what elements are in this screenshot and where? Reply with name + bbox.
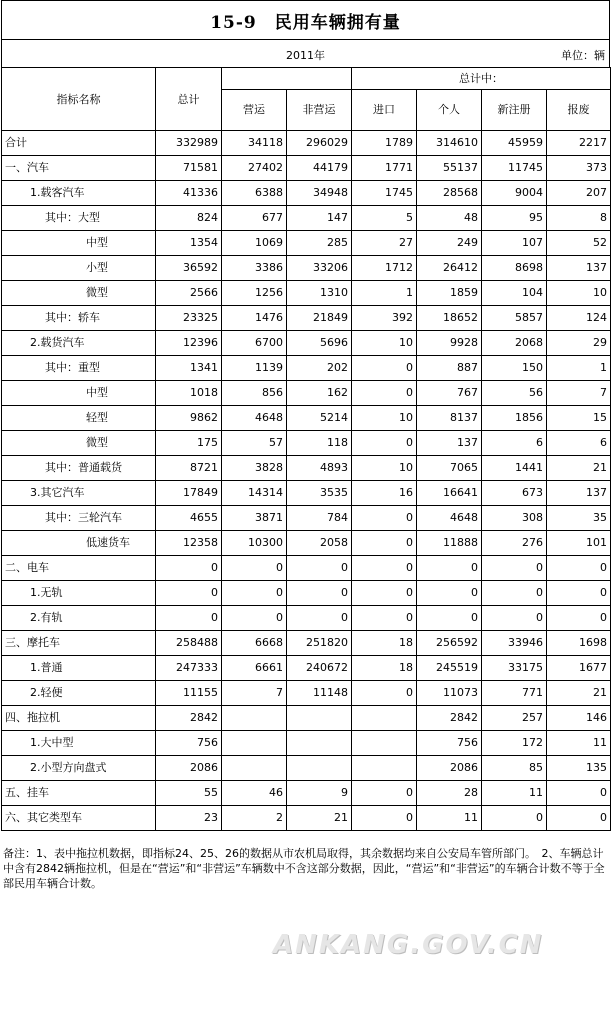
cell-value: 202	[287, 356, 352, 381]
table-row	[2, 481, 611, 506]
cell-value: 1476	[222, 306, 287, 331]
cell-value: 6388	[222, 181, 287, 206]
cell-value: 8137	[417, 406, 482, 431]
table-row	[2, 281, 611, 306]
cell-value: 5214	[287, 406, 352, 431]
cell-value: 9004	[482, 181, 547, 206]
row-label: 三、摩托车	[2, 631, 156, 656]
cell-value: 2217	[547, 131, 611, 156]
table-row	[2, 531, 611, 556]
cell-value: 34948	[287, 181, 352, 206]
cell-value: 44179	[287, 156, 352, 181]
cell-value: 1698	[547, 631, 611, 656]
cell-value: 1856	[482, 406, 547, 431]
table-row	[2, 406, 611, 431]
cell-value: 3871	[222, 506, 287, 531]
cell-value: 824	[156, 206, 222, 231]
table-row	[2, 381, 611, 406]
cell-value: 0	[482, 806, 547, 831]
row-label: 其中：重型	[2, 356, 156, 381]
cell-value: 1341	[156, 356, 222, 381]
cell-value	[287, 731, 352, 756]
cell-value: 29	[547, 331, 611, 356]
cell-value: 1018	[156, 381, 222, 406]
cell-value: 856	[222, 381, 287, 406]
table-row	[2, 556, 611, 581]
cell-value: 0	[156, 556, 222, 581]
cell-value: 18	[352, 656, 417, 681]
cell-value	[222, 706, 287, 731]
cell-value: 2842	[156, 706, 222, 731]
cell-value: 10	[352, 406, 417, 431]
cell-value: 1771	[352, 156, 417, 181]
row-label: 2.轻便	[2, 681, 156, 706]
cell-value: 0	[352, 806, 417, 831]
cell-value: 314610	[417, 131, 482, 156]
cell-value: 1712	[352, 256, 417, 281]
cell-value: 240672	[287, 656, 352, 681]
cell-value: 0	[482, 581, 547, 606]
cell-value: 56	[482, 381, 547, 406]
cell-value: 95	[482, 206, 547, 231]
cell-value: 0	[352, 606, 417, 631]
cell-value: 7065	[417, 456, 482, 481]
col-header-feiyingyun: 非营运	[287, 90, 352, 131]
cell-value: 9	[287, 781, 352, 806]
cell-value: 1	[547, 356, 611, 381]
cell-value: 0	[352, 381, 417, 406]
cell-value: 26412	[417, 256, 482, 281]
cell-value: 41336	[156, 181, 222, 206]
row-label: 轻型	[2, 406, 156, 431]
cell-value: 2566	[156, 281, 222, 306]
cell-value: 135	[547, 756, 611, 781]
cell-value: 1859	[417, 281, 482, 306]
row-label: 2.载货汽车	[2, 331, 156, 356]
col-header-yingyun: 营运	[222, 90, 287, 131]
row-label: 低速货车	[2, 531, 156, 556]
cell-value: 2086	[417, 756, 482, 781]
cell-value: 0	[352, 556, 417, 581]
cell-value: 784	[287, 506, 352, 531]
cell-value: 27402	[222, 156, 287, 181]
cell-value: 1441	[482, 456, 547, 481]
cell-value	[352, 731, 417, 756]
table-row	[2, 731, 611, 756]
cell-value: 0	[156, 606, 222, 631]
row-label: 其中：三轮汽车	[2, 506, 156, 531]
cell-value: 0	[547, 606, 611, 631]
cell-value: 21	[547, 681, 611, 706]
row-label: 2.小型方向盘式	[2, 756, 156, 781]
row-label: 中型	[2, 231, 156, 256]
row-label: 其中：普通载货	[2, 456, 156, 481]
cell-value: 7	[222, 681, 287, 706]
cell-value: 1677	[547, 656, 611, 681]
row-label: 五、挂车	[2, 781, 156, 806]
table-row	[2, 681, 611, 706]
subtitle-bar	[1, 39, 610, 67]
cell-value	[222, 756, 287, 781]
cell-value: 17849	[156, 481, 222, 506]
cell-value: 33206	[287, 256, 352, 281]
table-row	[2, 231, 611, 256]
cell-value: 28	[417, 781, 482, 806]
cell-value: 0	[287, 606, 352, 631]
cell-value: 1139	[222, 356, 287, 381]
cell-value: 0	[417, 556, 482, 581]
row-label: 一、汽车	[2, 156, 156, 181]
cell-value: 175	[156, 431, 222, 456]
cell-value: 162	[287, 381, 352, 406]
cell-value: 15	[547, 406, 611, 431]
cell-value: 71581	[156, 156, 222, 181]
table-title: 15-9 民用车辆拥有量	[210, 12, 401, 33]
cell-value: 11	[482, 781, 547, 806]
cell-value: 887	[417, 356, 482, 381]
cell-value: 4648	[417, 506, 482, 531]
cell-value: 392	[352, 306, 417, 331]
row-label: 3.其它汽车	[2, 481, 156, 506]
cell-value: 0	[352, 781, 417, 806]
table-row	[2, 156, 611, 181]
table-row	[2, 206, 611, 231]
cell-value: 45959	[482, 131, 547, 156]
cell-value: 756	[156, 731, 222, 756]
table-row	[2, 181, 611, 206]
cell-value: 16	[352, 481, 417, 506]
cell-value: 0	[547, 556, 611, 581]
cell-value: 207	[547, 181, 611, 206]
cell-value: 6661	[222, 656, 287, 681]
cell-value: 0	[352, 431, 417, 456]
cell-value: 0	[482, 556, 547, 581]
cell-value: 23	[156, 806, 222, 831]
cell-value: 18652	[417, 306, 482, 331]
cell-value: 0	[352, 356, 417, 381]
cell-value: 0	[482, 606, 547, 631]
cell-value: 4648	[222, 406, 287, 431]
cell-value: 137	[547, 481, 611, 506]
table-row	[2, 306, 611, 331]
cell-value: 11148	[287, 681, 352, 706]
cell-value: 0	[352, 531, 417, 556]
cell-value: 4893	[287, 456, 352, 481]
col-header-name: 指标名称	[2, 68, 156, 131]
col-header-group: 总计中：	[352, 68, 611, 90]
cell-value	[352, 756, 417, 781]
table-row	[2, 631, 611, 656]
cell-value: 1745	[352, 181, 417, 206]
unit-label: 单位：辆	[561, 49, 605, 62]
cell-value: 28568	[417, 181, 482, 206]
cell-value: 373	[547, 156, 611, 181]
vehicle-table	[1, 67, 611, 831]
cell-value: 18	[352, 631, 417, 656]
cell-value: 55137	[417, 156, 482, 181]
col-header-xinzhuce: 新注册	[482, 90, 547, 131]
cell-value: 21849	[287, 306, 352, 331]
cell-value: 55	[156, 781, 222, 806]
cell-value: 1069	[222, 231, 287, 256]
cell-value: 104	[482, 281, 547, 306]
cell-value: 0	[417, 606, 482, 631]
cell-value: 6668	[222, 631, 287, 656]
row-label: 1.大中型	[2, 731, 156, 756]
col-header-total: 总计	[156, 68, 222, 131]
cell-value: 10	[547, 281, 611, 306]
cell-value: 137	[547, 256, 611, 281]
row-label: 六、其它类型车	[2, 806, 156, 831]
cell-value: 3828	[222, 456, 287, 481]
cell-value: 11073	[417, 681, 482, 706]
cell-value: 8698	[482, 256, 547, 281]
row-label: 其中：轿车	[2, 306, 156, 331]
year-label: 2011年	[286, 49, 325, 62]
table-row	[2, 356, 611, 381]
cell-value: 172	[482, 731, 547, 756]
cell-value: 107	[482, 231, 547, 256]
col-header-jinkou: 进口	[352, 90, 417, 131]
watermark: ANKANG.GOV.CN	[273, 930, 544, 960]
cell-value	[287, 756, 352, 781]
cell-value: 767	[417, 381, 482, 406]
cell-value: 2	[222, 806, 287, 831]
cell-value: 0	[352, 581, 417, 606]
table-row	[2, 256, 611, 281]
cell-value: 257	[482, 706, 547, 731]
cell-value: 36592	[156, 256, 222, 281]
cell-value: 11745	[482, 156, 547, 181]
cell-value: 258488	[156, 631, 222, 656]
cell-value: 6700	[222, 331, 287, 356]
cell-value: 6	[482, 431, 547, 456]
row-label: 中型	[2, 381, 156, 406]
cell-value	[222, 731, 287, 756]
table-row	[2, 431, 611, 456]
cell-value: 1789	[352, 131, 417, 156]
cell-value: 332989	[156, 131, 222, 156]
cell-value: 35	[547, 506, 611, 531]
cell-value: 11155	[156, 681, 222, 706]
cell-value: 16641	[417, 481, 482, 506]
cell-value: 1310	[287, 281, 352, 306]
table-row	[2, 331, 611, 356]
cell-value: 0	[547, 806, 611, 831]
cell-value: 0	[547, 581, 611, 606]
cell-value: 48	[417, 206, 482, 231]
table-row	[2, 781, 611, 806]
cell-value: 12396	[156, 331, 222, 356]
row-label: 合计	[2, 131, 156, 156]
title-bar	[1, 0, 610, 39]
cell-value: 0	[352, 681, 417, 706]
table-row	[2, 606, 611, 631]
row-label: 1.载客汽车	[2, 181, 156, 206]
cell-value	[352, 706, 417, 731]
cell-value: 8721	[156, 456, 222, 481]
cell-value	[287, 706, 352, 731]
statistics-sheet	[1, 0, 610, 831]
cell-value: 34118	[222, 131, 287, 156]
cell-value: 118	[287, 431, 352, 456]
cell-value: 6	[547, 431, 611, 456]
cell-value: 5	[352, 206, 417, 231]
cell-value: 11888	[417, 531, 482, 556]
cell-value: 771	[482, 681, 547, 706]
cell-value: 101	[547, 531, 611, 556]
cell-value: 1354	[156, 231, 222, 256]
cell-value: 21	[287, 806, 352, 831]
cell-value: 0	[417, 581, 482, 606]
cell-value: 27	[352, 231, 417, 256]
cell-value: 3535	[287, 481, 352, 506]
cell-value: 137	[417, 431, 482, 456]
cell-value: 1	[352, 281, 417, 306]
cell-value: 9862	[156, 406, 222, 431]
cell-value: 0	[222, 581, 287, 606]
cell-value: 2068	[482, 331, 547, 356]
table-row	[2, 656, 611, 681]
cell-value: 0	[352, 506, 417, 531]
cell-value: 0	[287, 581, 352, 606]
cell-value: 285	[287, 231, 352, 256]
table-row	[2, 756, 611, 781]
footnote: 备注：1、表中拖拉机数据，即指标24、25、26的数据从市农机局取得，其余数据均来自公安局车管所部门。 2、车辆总计中含有2842辆拖拉机，但是在“营运”和“非营运”车辆数中不含这部分数据，因此，“营运”和“非营运”的车辆合计数不等于全部民用车辆合计数。	[3, 847, 605, 890]
cell-value: 3386	[222, 256, 287, 281]
table-row	[2, 706, 611, 731]
cell-value: 21	[547, 456, 611, 481]
cell-value: 14314	[222, 481, 287, 506]
cell-value: 245519	[417, 656, 482, 681]
cell-value: 308	[482, 506, 547, 531]
row-label: 二、电车	[2, 556, 156, 581]
col-header-geren: 个人	[417, 90, 482, 131]
cell-value: 10	[352, 331, 417, 356]
col-header-blank	[222, 68, 352, 90]
row-label: 其中：大型	[2, 206, 156, 231]
cell-value: 7	[547, 381, 611, 406]
cell-value: 296029	[287, 131, 352, 156]
cell-value: 247333	[156, 656, 222, 681]
col-header-baofei: 报废	[547, 90, 611, 131]
row-label: 微型	[2, 431, 156, 456]
row-label: 1.普通	[2, 656, 156, 681]
cell-value: 756	[417, 731, 482, 756]
row-label: 2.有轨	[2, 606, 156, 631]
cell-value: 0	[222, 606, 287, 631]
cell-value: 2058	[287, 531, 352, 556]
cell-value: 52	[547, 231, 611, 256]
cell-value: 57	[222, 431, 287, 456]
cell-value: 146	[547, 706, 611, 731]
cell-value: 5857	[482, 306, 547, 331]
table-row	[2, 581, 611, 606]
cell-value: 2086	[156, 756, 222, 781]
table-row	[2, 806, 611, 831]
cell-value: 251820	[287, 631, 352, 656]
cell-value: 23325	[156, 306, 222, 331]
cell-value: 124	[547, 306, 611, 331]
cell-value: 0	[287, 556, 352, 581]
cell-value: 33175	[482, 656, 547, 681]
cell-value: 11	[417, 806, 482, 831]
cell-value: 10300	[222, 531, 287, 556]
cell-value: 0	[547, 781, 611, 806]
cell-value: 46	[222, 781, 287, 806]
table-body	[2, 131, 611, 831]
row-label: 1.无轨	[2, 581, 156, 606]
cell-value: 9928	[417, 331, 482, 356]
table-row	[2, 456, 611, 481]
row-label: 微型	[2, 281, 156, 306]
cell-value: 249	[417, 231, 482, 256]
cell-value: 256592	[417, 631, 482, 656]
cell-value: 1256	[222, 281, 287, 306]
cell-value: 5696	[287, 331, 352, 356]
cell-value: 8	[547, 206, 611, 231]
table-row	[2, 506, 611, 531]
cell-value: 147	[287, 206, 352, 231]
cell-value: 276	[482, 531, 547, 556]
cell-value: 150	[482, 356, 547, 381]
cell-value: 2842	[417, 706, 482, 731]
cell-value: 4655	[156, 506, 222, 531]
cell-value: 0	[156, 581, 222, 606]
cell-value: 677	[222, 206, 287, 231]
row-label: 小型	[2, 256, 156, 281]
cell-value: 10	[352, 456, 417, 481]
cell-value: 0	[222, 556, 287, 581]
cell-value: 673	[482, 481, 547, 506]
cell-value: 12358	[156, 531, 222, 556]
cell-value: 11	[547, 731, 611, 756]
row-label: 四、拖拉机	[2, 706, 156, 731]
table-row	[2, 131, 611, 156]
cell-value: 33946	[482, 631, 547, 656]
cell-value: 85	[482, 756, 547, 781]
